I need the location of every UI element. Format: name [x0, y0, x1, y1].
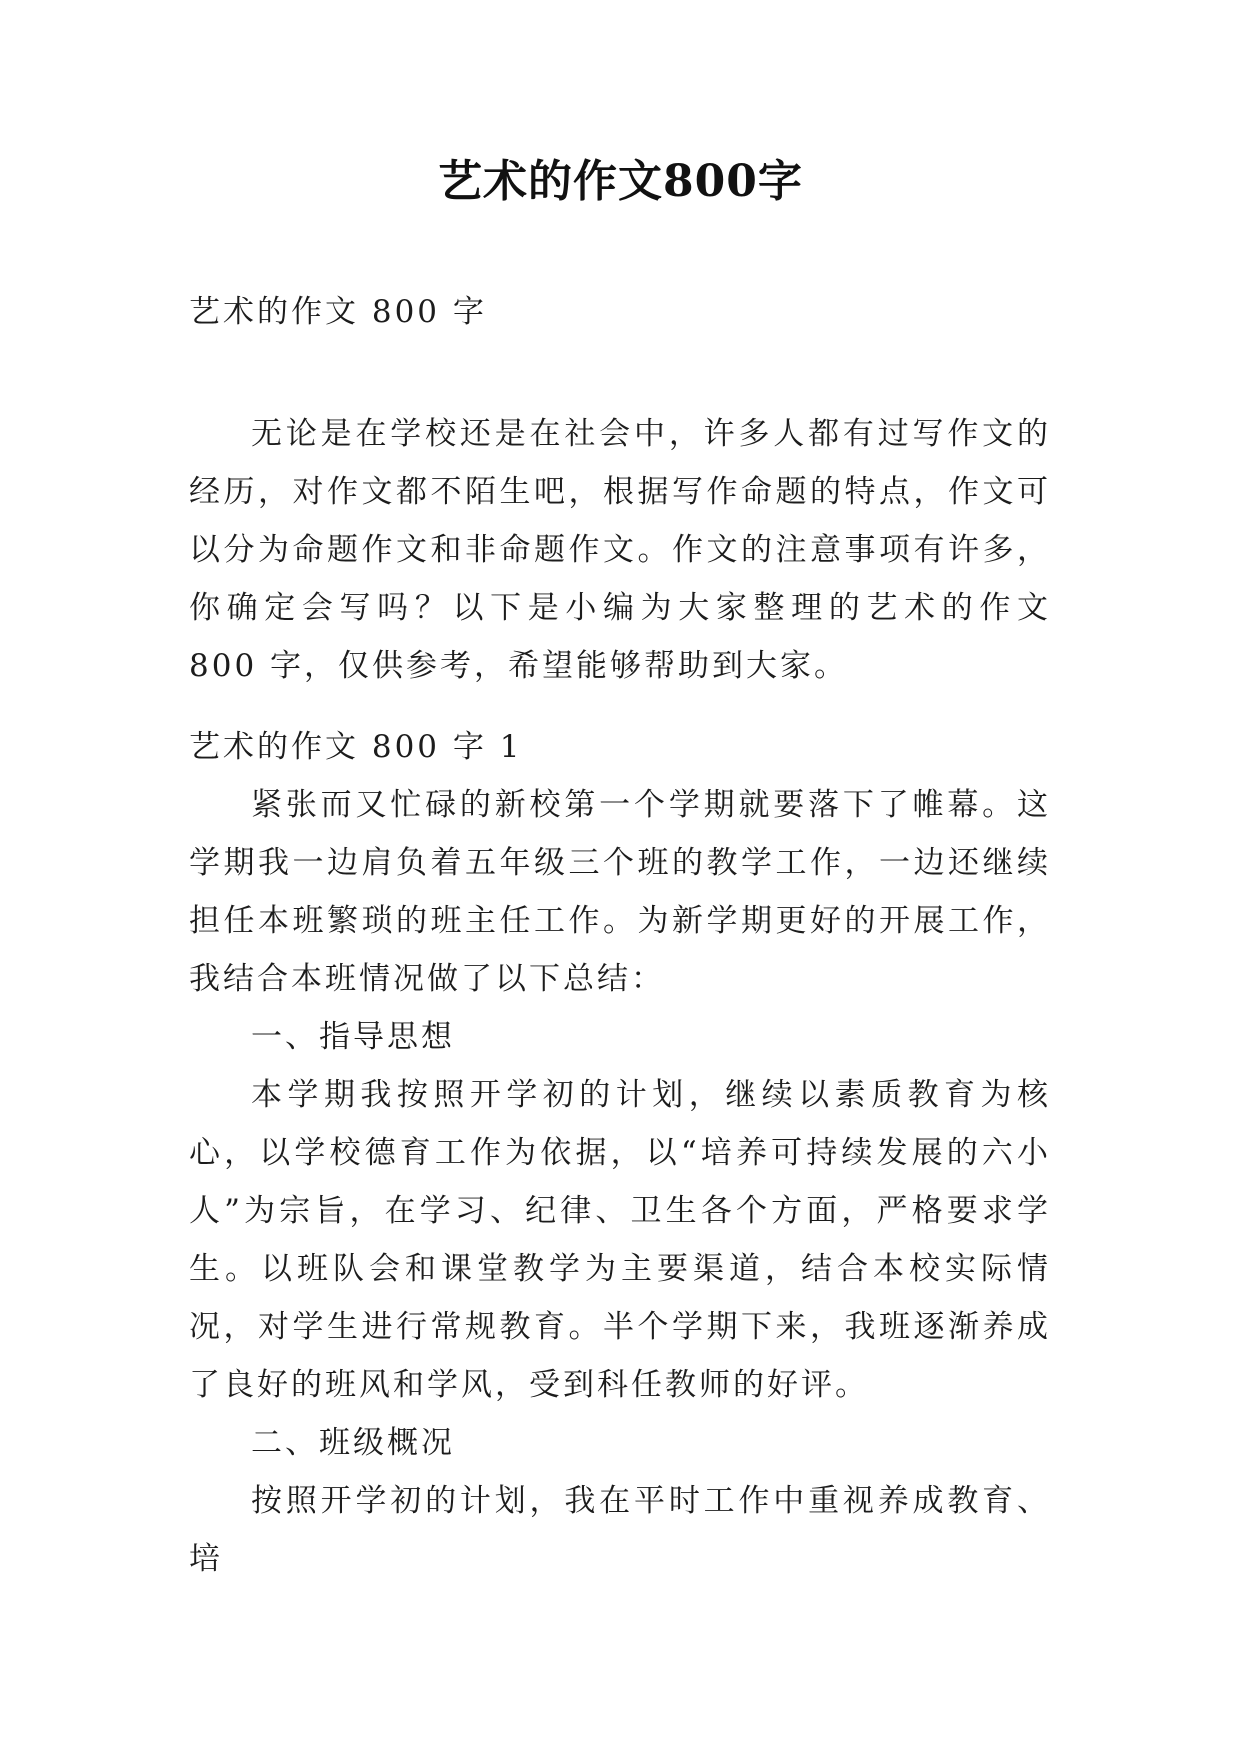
essay-paragraph: 按照开学初的计划，我在平时工作中重视养成教育、培	[189, 1483, 1051, 1577]
section-heading-class-overview: 二、班级概况	[251, 1425, 455, 1461]
intro-paragraph: 无论是在学校还是在社会中，许多人都有过写作文的经历，对作文都不陌生吧，根据写作命题的特点，作文可以分为命题作文和非命题作文。作文的注意事项有许多，你确定会写吗？以下是小编为大家整理的艺术的作文 800 字，仅供参考，希望能够帮助到大家。	[189, 416, 1051, 684]
essay-section	[189, 718, 1051, 1588]
document-subtitle: 艺术的作文 800 字	[189, 294, 487, 330]
essay-heading: 艺术的作文 800 字 1	[189, 729, 523, 765]
section-heading-guiding-thought: 一、指导思想	[251, 1019, 455, 1055]
document-title: 艺术的作文800字	[438, 156, 803, 207]
essay-paragraph: 本学期我按照开学初的计划，继续以素质教育为核心，以学校德育工作为依据，以“培养可持续发展的六小人”为宗旨，在学习、纪律、卫生各个方面，严格要求学生。以班队会和课堂教学为主要渠道，结合本校实际情况，对学生进行常规教育。半个学期下来，我班逐渐养成了良好的班风和学风，受到科任教师的好评。	[189, 1077, 1051, 1403]
essay-paragraph: 紧张而又忙碌的新校第一个学期就要落下了帷幕。这学期我一边肩负着五年级三个班的教学工作，一边还继续担任本班繁琐的班主任工作。为新学期更好的开展工作，我结合本班情况做了以下总结：	[189, 787, 1051, 997]
